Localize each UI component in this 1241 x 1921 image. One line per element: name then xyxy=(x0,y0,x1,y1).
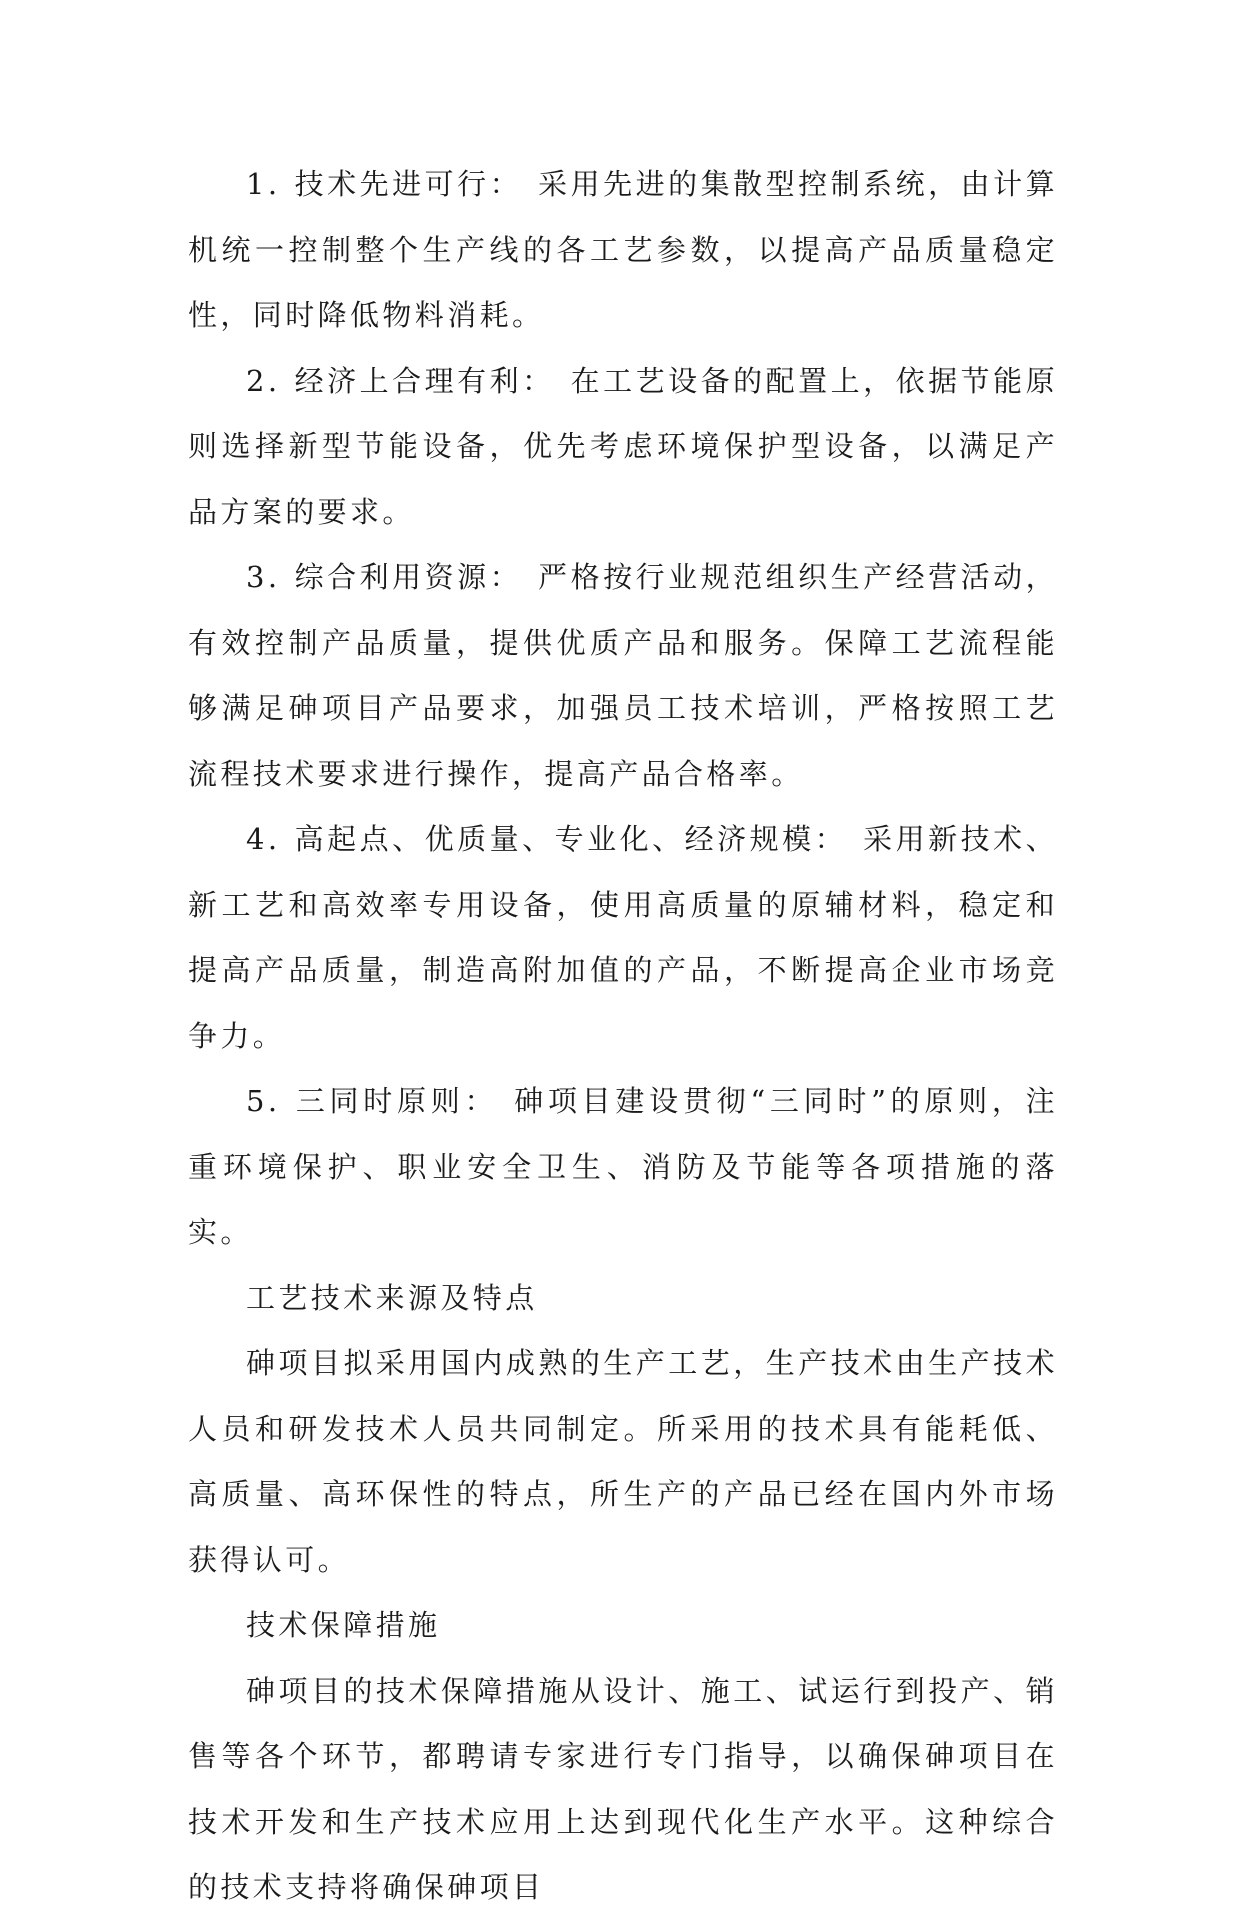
list-item-text: 采用先进的集散型控制系统，由计算机统一控制整个生产线的各工艺参数，以提高产品质量稳定性，同时降低物料消耗。 xyxy=(188,167,1058,332)
list-item-number: 5. xyxy=(246,1084,281,1118)
list-item-text: 采用新技术、新工艺和高效率专用设备，使用高质量的原辅材料，稳定和提高产品质量，制造高附加值的产品，不断提高企业市场竞争力。 xyxy=(188,822,1058,1053)
list-item-number: 4. xyxy=(246,822,281,856)
section-paragraph-tech-source: 砷项目拟采用国内成熟的生产工艺，生产技术由生产技术人员和研发技术人员共同制定。所采用的技术具有能耗低、高质量、高环保性的特点，所生产的产品已经在国内外市场获得认可。 xyxy=(188,1346,1058,1577)
list-item-text: 砷项目建设贯彻“三同时”的原则，注重环境保护、职业安全卫生、消防及节能等各项措施的落实。 xyxy=(188,1084,1058,1249)
list-item-2 xyxy=(188,349,1058,546)
list-item-lead: 技术先进可行： xyxy=(294,167,523,201)
list-item-number: 1. xyxy=(246,167,281,201)
list-item-lead: 高起点、优质量、专业化、经济规模： xyxy=(294,822,848,856)
list-item-4 xyxy=(188,807,1058,1069)
list-item-number: 3. xyxy=(246,560,281,594)
section-heading-tech-source: 工艺技术来源及特点 xyxy=(246,1280,538,1315)
section-heading-tech-guarantee: 技术保障措施 xyxy=(246,1608,441,1642)
list-item-5 xyxy=(188,1069,1058,1266)
list-item-text: 在工艺设备的配置上，依据节能原则选择新型节能设备，优先考虑环境保护型设备，以满足产品方案的要求。 xyxy=(188,363,1058,529)
list-item-lead: 经济上合理有利： xyxy=(294,363,555,398)
section-paragraph-tech-guarantee: 砷项目的技术保障措施从设计、施工、试运行到投产、销售等各个环节，都聘请专家进行专门指导，以确保砷项目在技术开发和生产技术应用上达到现代化生产水平。这种综合的技术支持将确保砷项目 xyxy=(188,1673,1058,1904)
list-item-text: 严格按行业规范组织生产经营活动，有效控制产品质量，提供优质产品和服务。保障工艺流程能够满足砷项目产品要求，加强员工技术培训，严格按照工艺流程技术要求进行操作，提高产品合格率。 xyxy=(188,560,1058,791)
list-item-lead: 三同时原则： xyxy=(294,1084,499,1118)
list-item-lead: 综合利用资源： xyxy=(294,560,523,594)
document-body xyxy=(188,152,1058,1921)
list-item-number: 2. xyxy=(246,363,281,398)
list-item-1 xyxy=(188,152,1058,349)
list-item-3 xyxy=(188,545,1058,807)
